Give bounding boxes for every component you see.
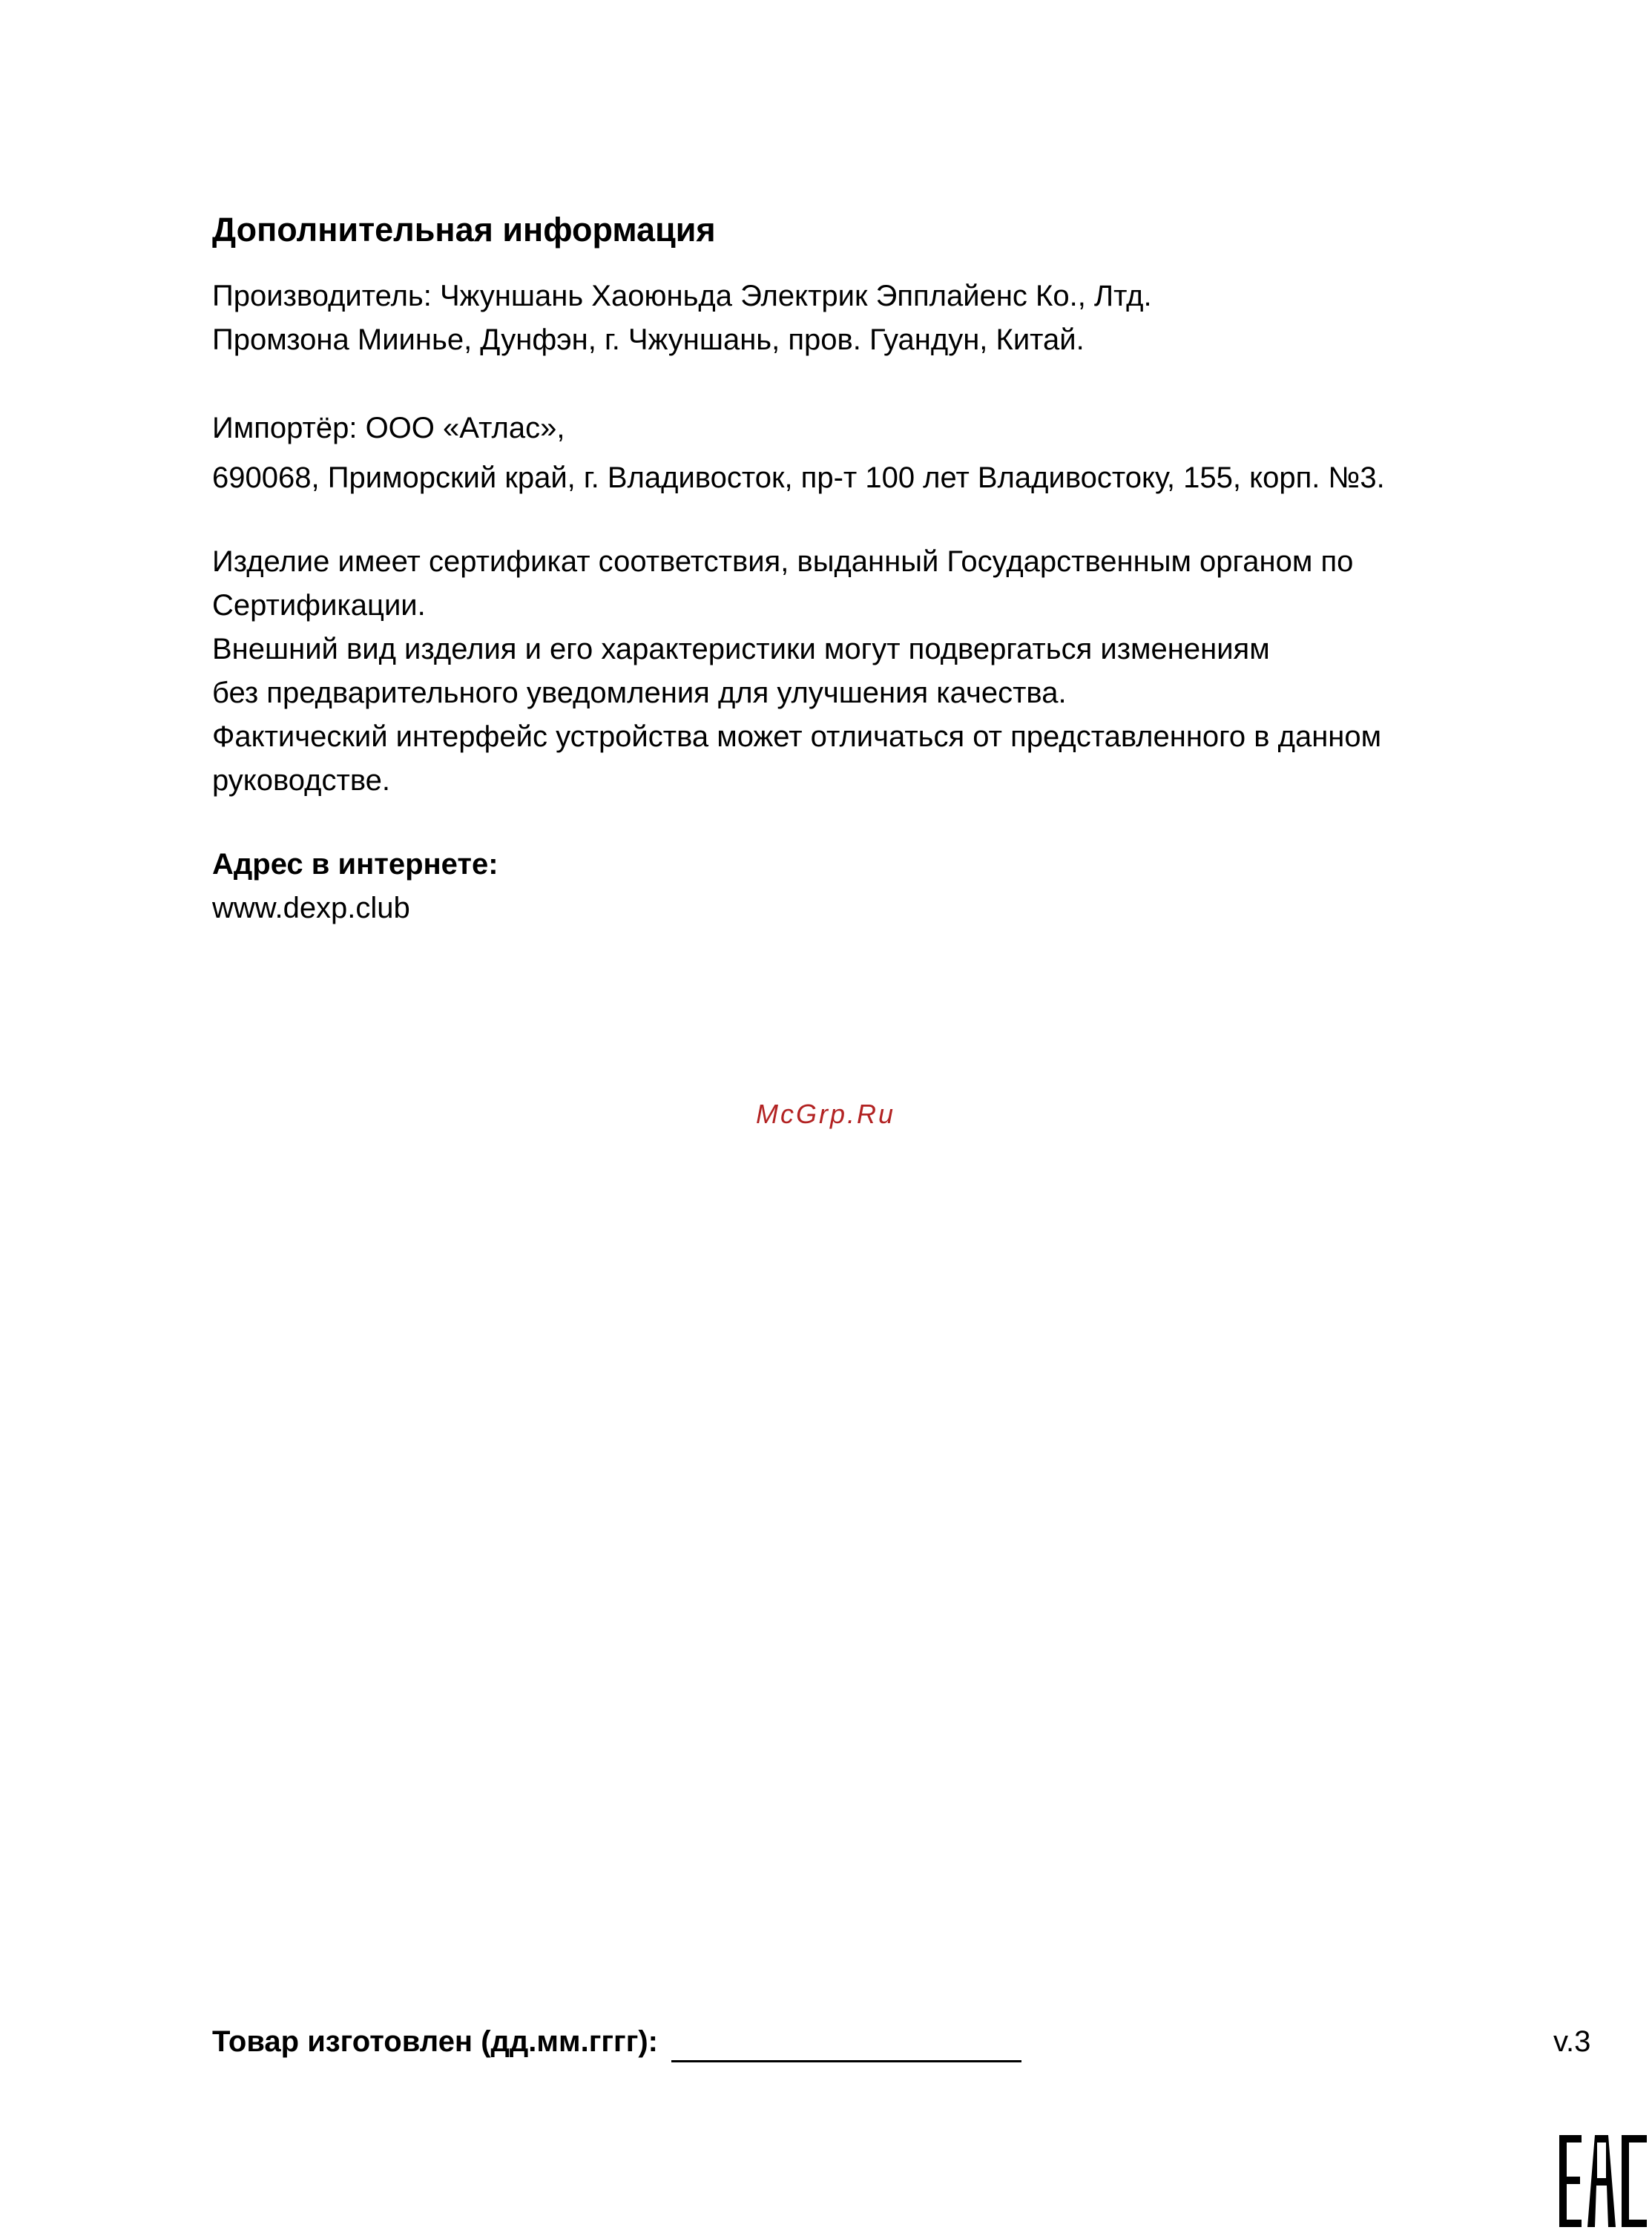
website-url: www.dexp.club [212,892,410,924]
certification-line: Фактический интерфейс устройства может отличаться от представленного в данном [212,720,1382,753]
manufacturer-address: Промзона Миинье, Дунфэн, г. Чжуншань, пров. Гуандун, Китай. [212,323,1085,356]
manufacture-date-blank [671,2028,1021,2062]
certification-line: Изделие имеет сертификат соответствия, выданный Государственным органом по [212,545,1354,578]
eac-mark-icon [1558,2134,1648,2229]
manufacture-date-field [212,2021,1021,2062]
importer-address: 690068, Приморский край, г. Владивосток, пр-т 100 лет Владивостоку, 155, корп. №3. [212,461,1385,494]
importer-name: Импортёр: ООО «Атлас», [212,412,565,444]
manufacturer-name: Производитель: Чжуншань Хаоюньда Электрик Эпплайенс Ко., Лтд. [212,280,1152,312]
certification-line: Внешний вид изделия и его характеристики могут подвергаться изменениям [212,633,1270,665]
web-label: Адрес в интернете: [212,848,498,881]
watermark: McGrp.Ru [756,1099,896,1129]
certification-line: Сертификации. [212,589,426,622]
importer-block [212,407,1385,500]
manufacturer-block [212,274,1152,362]
certification-block [212,540,1381,803]
web-block [212,843,498,930]
version-label: v.3 [1553,2025,1591,2058]
section-heading: Дополнительная информация [212,211,716,249]
certification-line: без предварительного уведомления для улучшения качества. [212,677,1067,709]
manufacture-date-label: Товар изготовлен (дд.мм.гггг): [212,2025,658,2058]
certification-line: руководстве. [212,764,390,797]
